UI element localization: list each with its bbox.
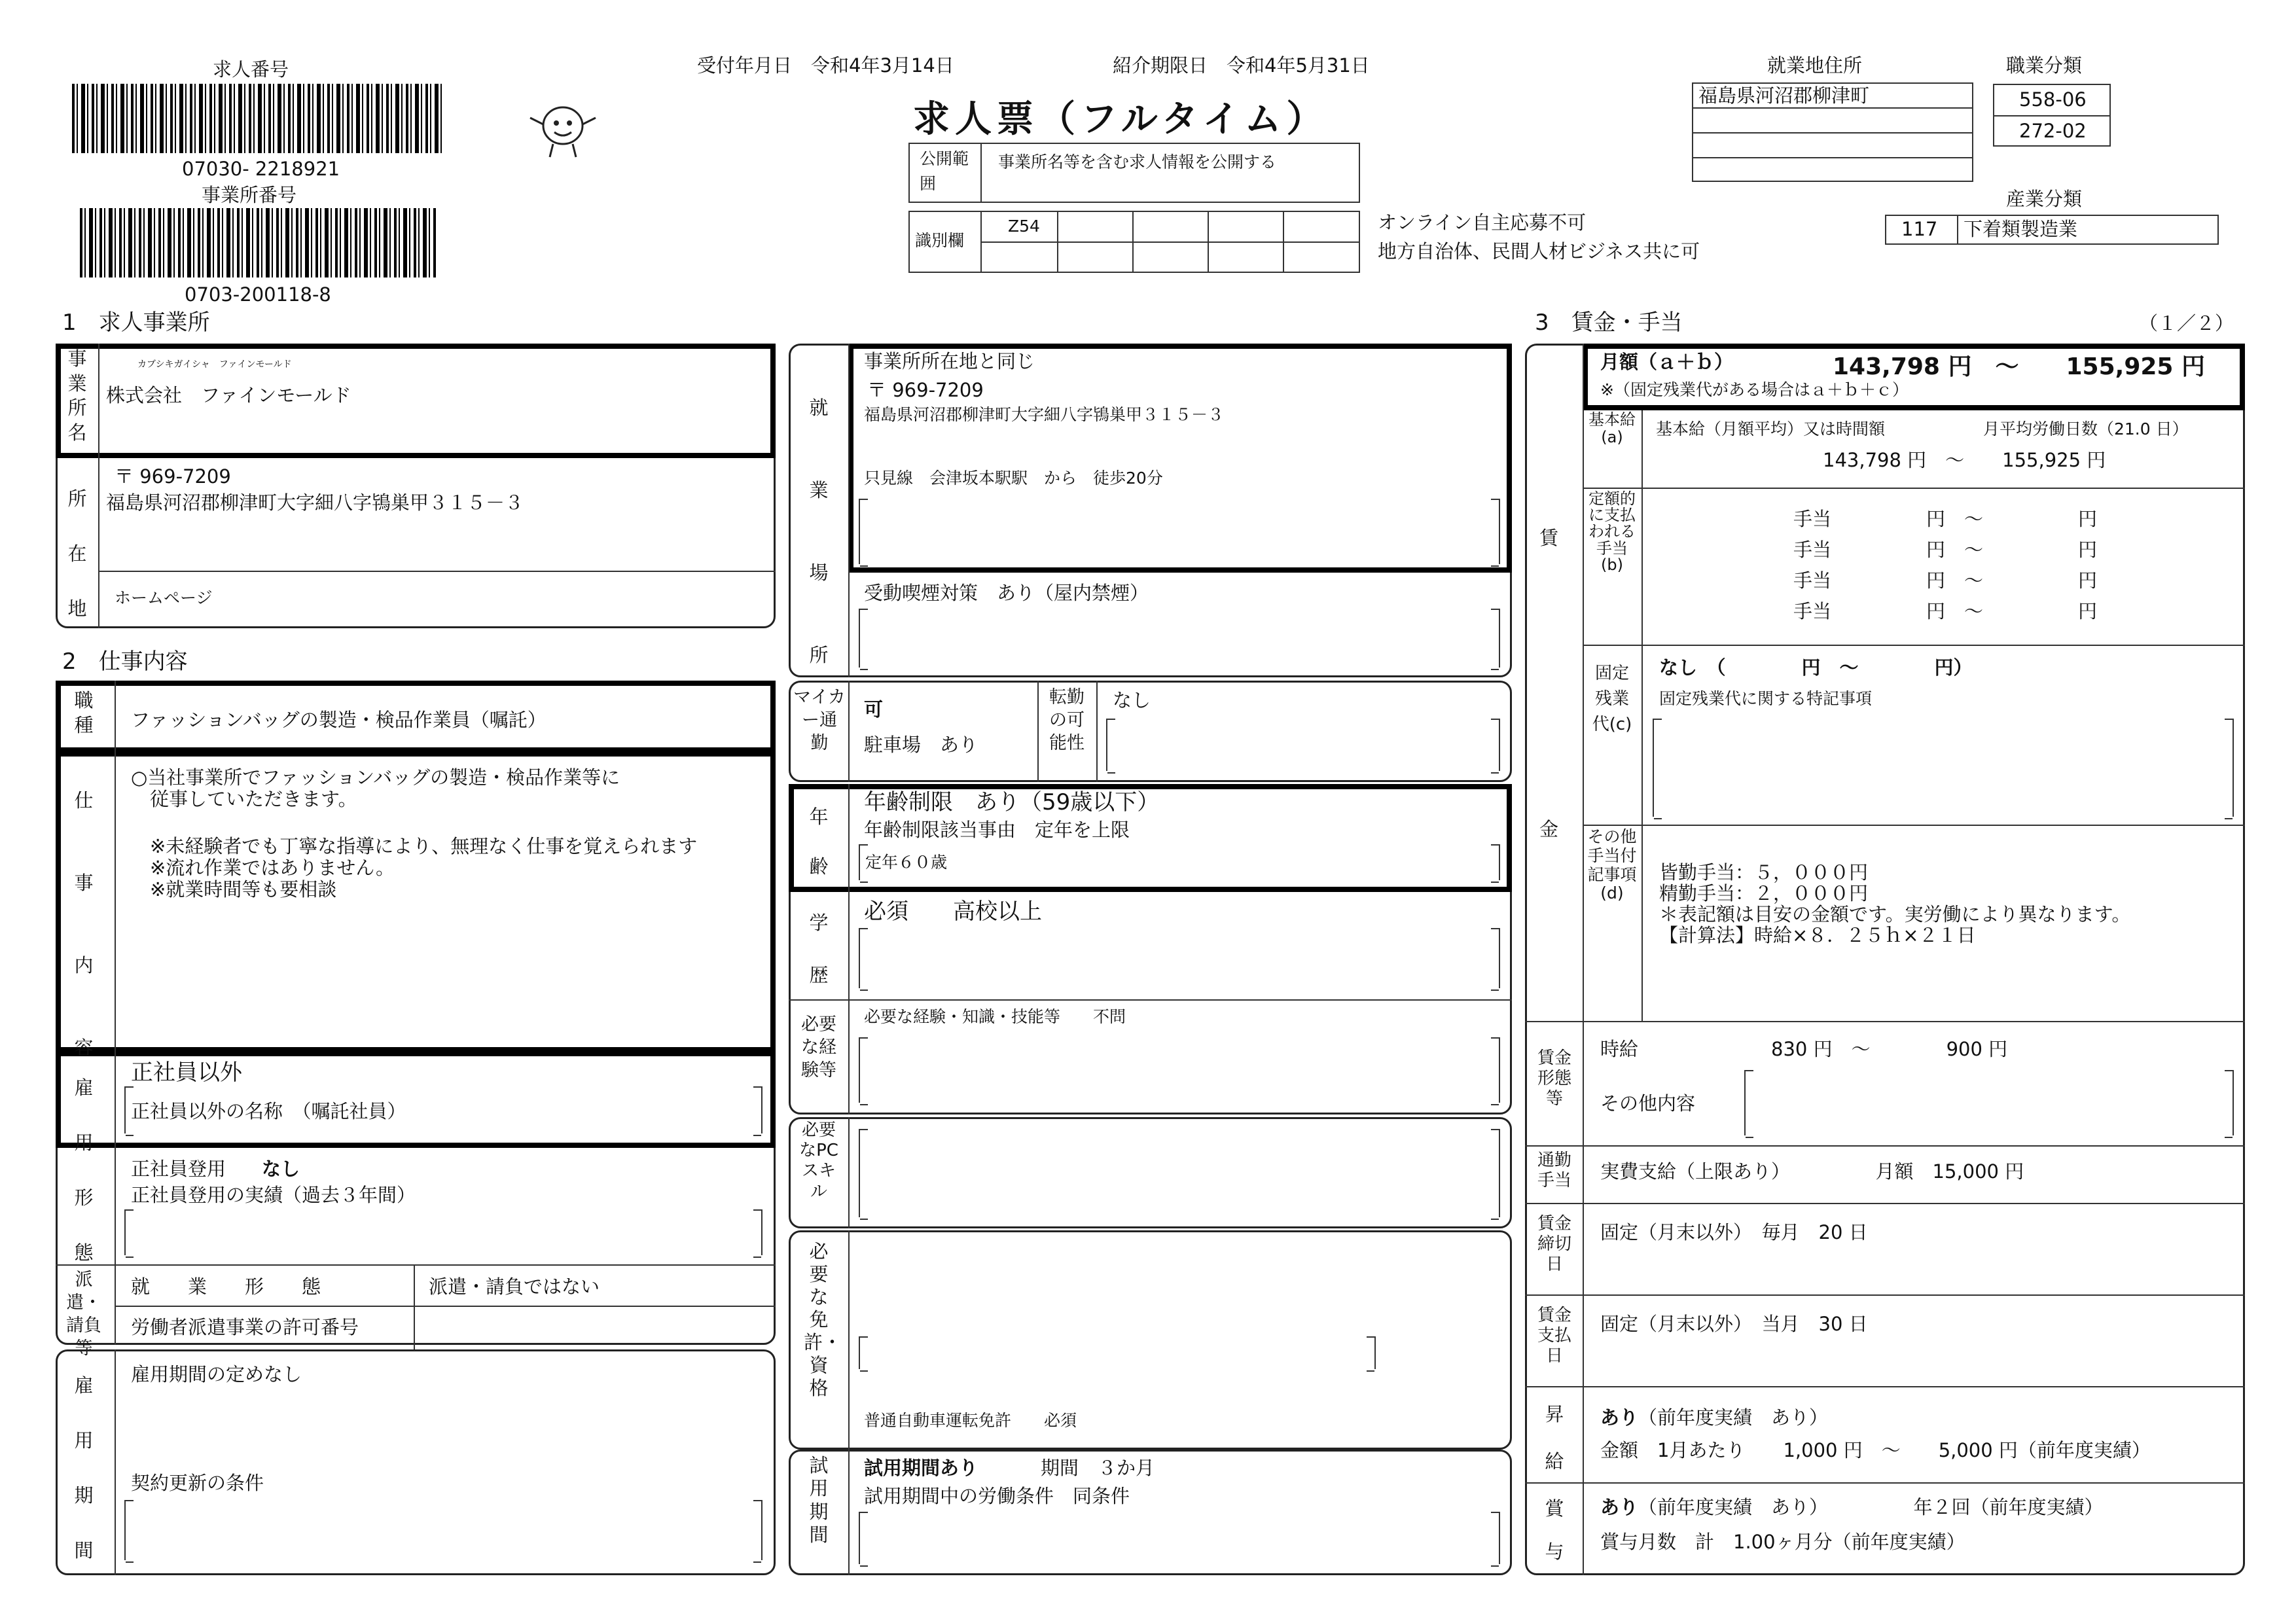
kokai-label: 公開範囲 [920, 149, 969, 193]
kyujin-bango-label: 求人番号 [213, 58, 289, 80]
teate-row-2: 手当 円 ～ 円 [1793, 539, 2098, 561]
sonota-line-2: 精勤手当：２，０００円 [1659, 882, 1869, 904]
kyujin-bango: 07030- 2218921 [182, 158, 340, 180]
shoyo-value: あり（前年度実績 あり） 年２回（前年度実績） [1600, 1496, 2104, 1518]
shiyo-kikan: 期間 ３か月 [1041, 1457, 1155, 1479]
shigoto-line-1: ○当社事業所でファッションバッグの製造・検品作業等に [131, 766, 620, 789]
jigyosho-bango-label: 事業所番号 [202, 184, 297, 206]
online-note: オンライン自主応募不可 [1378, 211, 1587, 234]
judo-kitsuen: 受動喫煙対策 あり（屋内禁煙） [864, 582, 1149, 604]
koyo-kikan-label: 雇用期間 [74, 1374, 94, 1561]
tenkin-value: なし [1113, 689, 1151, 711]
shugyo-chi-value: 福島県河沼郡柳津町 [1698, 84, 1870, 107]
jikyu: 時給 830 円 ～ 900 円 [1600, 1038, 2008, 1060]
sonota-naiyo: その他内容 [1600, 1092, 1696, 1115]
basho-line-1: 事業所所在地と同じ [864, 350, 1035, 372]
shigoto-line-4: ※未経験者でも丁寧な指導により、無理なく仕事を覚えられます [131, 835, 698, 857]
getsugaku-note: ※（固定残業代がある場合はａ＋ｂ＋ｃ） [1600, 380, 1909, 399]
sonota-label: その他手当付記事項(d) [1587, 827, 1637, 903]
nenrei-label: 年齢 [809, 806, 829, 878]
homepage-label[interactable]: ホームページ [115, 588, 213, 607]
getsugaku-label: 月額（ａ＋ｂ） [1600, 351, 1734, 373]
parking: 駐車場 あり [864, 734, 978, 756]
basho-access: 只見線 会津坂本駅駅 から 徒歩20分 [864, 469, 1163, 488]
jigyosho-kana: カブシキガイシャ ファインモールド [137, 359, 292, 370]
shokugyo-bunrui-1: 558-06 [2019, 88, 2087, 111]
kotei-note: 固定残業代に関する特記事項 [1659, 689, 1873, 708]
teate-row-3: 手当 円 ～ 円 [1793, 569, 2098, 592]
shozaichi-label: 所在地 [67, 488, 87, 620]
shiyo-joken: 試用期間中の労働条件 同条件 [864, 1485, 1130, 1507]
seishain-toyo-label: 正社員登用 [131, 1158, 226, 1180]
shigoto-line-2: 従事していただきます。 [131, 788, 357, 810]
shoyo-label: 賞与 [1545, 1497, 1564, 1563]
pc-label: 必要なPCスキル [799, 1120, 838, 1202]
mascot-icon [527, 98, 599, 160]
jigyosho-name: 株式会社 ファインモールド [106, 384, 351, 406]
shiyo-label: 試用期間 [809, 1454, 829, 1546]
shokyu-label: 昇給 [1545, 1403, 1564, 1472]
keiken-label: 必要な経験等 [801, 1014, 836, 1081]
shiharai-value: 固定（月末以外） 当月 30 日 [1600, 1313, 1868, 1335]
shugyo-keitai-label: 就 業 形 態 [131, 1275, 321, 1298]
nenrei-riyu: 年齢制限該当事由 定年を上限 [864, 819, 1130, 841]
shimekiri-value: 固定（月末以外） 毎月 20 日 [1600, 1221, 1868, 1243]
mycar-label: マイカー通勤 [793, 687, 846, 754]
gakureki-value: 必須 高校以上 [864, 899, 1042, 925]
shokyu-kingaku: 金額 1月あたり 1,000 円 ～ 5,000 円（前年度実績） [1600, 1439, 2151, 1461]
shiyo-value: 試用期間あり [864, 1457, 978, 1479]
nenrei-seigen: 年齢制限 あり（59歳以下） [864, 789, 1160, 815]
menkyo-value: 普通自動車運転免許 必須 [864, 1411, 1077, 1430]
tsukin-label: 通勤手当 [1537, 1150, 1571, 1191]
teate-row-1: 手当 円 ～ 円 [1793, 508, 2098, 530]
rodo-nissu: 月平均労働日数（21.0 日） [1983, 419, 2189, 438]
basho-address: 福島県河沼郡柳津町大字細八字鴇巣甲３１５－３ [864, 405, 1225, 424]
sangyo-bunrui-label: 産業分類 [2006, 188, 2083, 210]
koyo-keitai-value: 正社員以外 [131, 1060, 242, 1086]
shimekiri-label: 賃金締切日 [1537, 1214, 1571, 1275]
teate-row-4: 手当 円 ～ 円 [1793, 600, 2098, 622]
shokai-kigen: 紹介期限日 令和4年5月31日 [1113, 54, 1370, 77]
koyo-keitai-label: 雇用形態 [74, 1077, 94, 1264]
shigoto-line-6: ※就業時間等も要相談 [131, 878, 337, 901]
shugyo-chi-label: 就業地住所 [1767, 54, 1863, 77]
menkyo-label: 必要な免許・資格 [804, 1240, 842, 1399]
shikibetsu-value: Z54 [1008, 217, 1040, 236]
shozaichi-postal: 〒 969-7209 [115, 465, 231, 488]
shugyo-basho-label: 就業場所 [809, 397, 829, 666]
kotei-label: 固定残業代(c) [1592, 664, 1632, 734]
sangyo-name: 下着類製造業 [1964, 218, 2078, 240]
shokugyo-bunrui-2: 272-02 [2019, 120, 2087, 142]
sangyo-code: 117 [1901, 218, 1938, 240]
basho-postal: 〒 969-7209 [867, 379, 984, 401]
page-number: （１／２） [2139, 312, 2234, 334]
shokushu-value: ファッションバッグの製造・検品作業員（嘱託） [131, 709, 547, 731]
keiyaku-koshin-label: 契約更新の条件 [131, 1472, 264, 1494]
haken-kyoka-label: 労働者派遣事業の許可番号 [131, 1316, 359, 1338]
page-title: 求人票（フルタイム） [913, 98, 1329, 141]
shigoto-line-5: ※流れ作業ではありません。 [131, 857, 395, 879]
gakureki-label: 学歴 [809, 912, 829, 986]
kokai-value: 事業所名等を含む求人情報を公開する [998, 152, 1277, 171]
section3-heading: 3 賃金・手当 [1535, 310, 1683, 336]
tsukin-value: 実費支給（上限あり） 月額 15,000 円 [1600, 1160, 2024, 1183]
tenkin-label: 転勤の可能性 [1049, 687, 1085, 754]
kihon-range: 143,798 円 ～ 155,925 円 [1823, 449, 2106, 471]
shokushu-label: 職種 [74, 689, 94, 736]
seishain-toyo-value: なし [262, 1158, 300, 1180]
sonota-line-1: 皆勤手当：５，０００円 [1659, 861, 1869, 883]
kihon-head: 基本給（月額平均）又は時間額 [1656, 419, 1886, 438]
chiho-note: 地方自治体、民間人材ビジネス共に可 [1378, 240, 1700, 262]
shokugyo-bunrui-label: 職業分類 [2006, 54, 2083, 77]
getsugaku-range: 143,798 円 ～ 155,925 円 [1833, 353, 2206, 380]
seishain-jisseki: 正社員登用の実績（過去３年間） [131, 1184, 416, 1206]
mycar-value: 可 [864, 698, 884, 721]
koyo-meisho: 正社員以外の名称 （嘱託社員） [131, 1100, 406, 1122]
chingin-label-2: 金 [1539, 818, 1559, 840]
section2-heading: 2 仕事内容 [62, 649, 188, 675]
keiken-value: 必要な経験・知識・技能等 不問 [864, 1007, 1126, 1026]
sonota-line-3: ＊表記額は目安の金額です。実労働により異なります。 [1659, 903, 2131, 925]
sonota-line-4: 【計算法】時給×８．２５ｈ×２１日 [1659, 924, 1976, 946]
koyo-kikan-value: 雇用期間の定めなし [131, 1363, 302, 1385]
kyujin-barcode [72, 84, 444, 153]
shikibetsu-label: 識別欄 [915, 231, 965, 250]
shozaichi-address: 福島県河沼郡柳津町大字細八字鴇巣甲３１５－３ [106, 491, 524, 514]
teate-label: 定額的に支払われる手当(b) [1588, 490, 1636, 574]
chingin-label-1: 賃 [1539, 527, 1559, 549]
jigyosho-label: 事業所名 [67, 348, 87, 444]
haken-label: 派遣・請負等 [66, 1270, 101, 1359]
teinen: 定年６０歳 [865, 853, 948, 872]
jigyosho-bango: 0703-200118-8 [185, 283, 331, 306]
shoyo-tsukisu: 賞与月数 計 1.00ヶ月分（前年度実績） [1600, 1531, 1965, 1553]
shiharai-label: 賃金支払日 [1537, 1306, 1571, 1366]
shugyo-keitai-value: 派遣・請負ではない [429, 1275, 600, 1298]
kihon-label: 基本給(a) [1588, 410, 1636, 446]
uketsuke-date: 受付年月日 令和4年3月14日 [697, 54, 954, 77]
keitai-label: 賃金形態等 [1537, 1048, 1571, 1109]
jigyosho-barcode [80, 208, 437, 277]
shigoto-label: 仕事内容 [74, 789, 94, 1059]
kotei-value: なし （ 円 ～ 円） [1659, 656, 1973, 679]
section1-heading: 1 求人事業所 [62, 310, 210, 336]
shokyu-value: あり（前年度実績 あり） [1600, 1406, 1829, 1429]
